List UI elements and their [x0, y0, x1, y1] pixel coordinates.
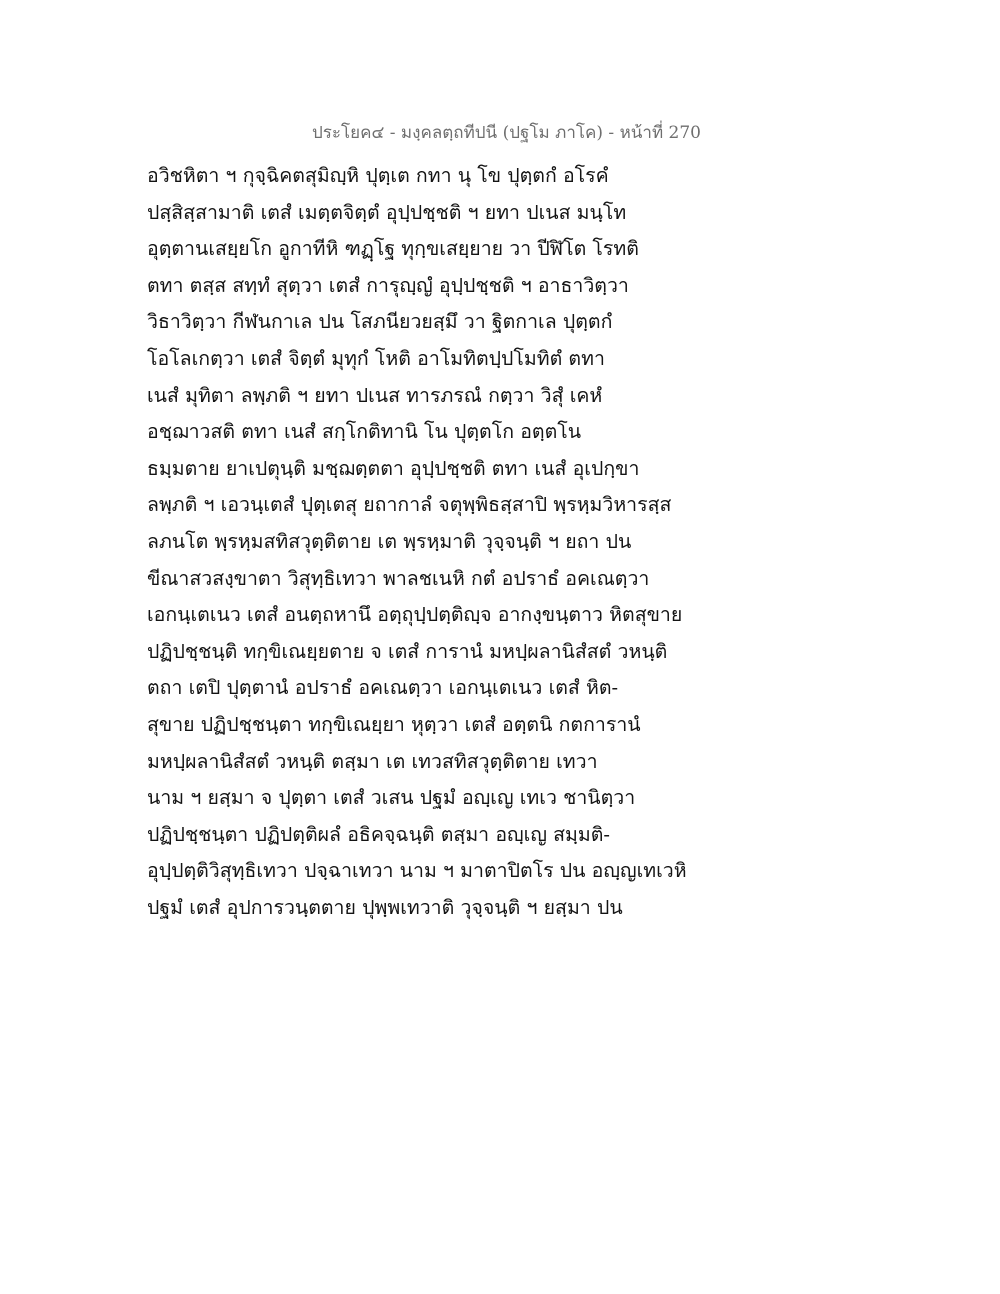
text-line: วิธาวิตฺวา กีฬนกาเล ปน โสภนียวยสฺมึ วา ฐิตกาเล ปุตฺตกํ [147, 310, 613, 334]
text-line: เอกนฺเตเนว เตสํ อนตฺถหานึ อตฺถุปฺปตฺติญฺจ อากงฺขนฺตาว หิตสุขาย [147, 603, 683, 627]
text-line: สุขาย ปฏิปชฺชนฺตา ทกฺขิเณยฺยา หุตฺวา เตสํ อตฺตนิ กตการานํ [147, 712, 641, 736]
text-line: ปฏิปชฺชนฺตา ปฏิปตฺติผลํ อธิคจฺฉนฺติ ตสฺมา อญฺเญ สมฺมติ- [147, 822, 611, 846]
text-line: โอโลเกตฺวา เตสํ จิตฺตํ มุทุกํ โหติ อาโมทิตปฺปโมทิตํ ตทา [147, 346, 605, 370]
text-line: ตถา เตปิ ปุตฺตานํ อปราธํ อคเณตฺวา เอกนฺเตเนว เตสํ หิต- [147, 676, 619, 700]
text-line: อุตฺตานเสยฺยโก อูกาทีหิ ฑฏฺโฐ ทุกฺขเสยฺยาย วา ปีฬิโต โรทติ [147, 237, 639, 261]
text-line: เนสํ มุทิตา ลพฺภติ ฯ ยทา ปเนส ทารภรณํ กตฺวา วิสุํ เคหํ [147, 383, 603, 407]
text-line: ปฐมํ เตสํ อุปการวนฺตตาย ปุพฺพเทวาติ วุจฺจนฺติ ฯ ยสฺมา ปน [147, 895, 623, 919]
text-line: ลพฺภติ ฯ เอวนฺเตสํ ปุตฺเตสุ ยถากาลํ จตุพฺพิธสฺสาปิ พฺรหฺมวิหารสฺส [147, 493, 672, 517]
text-line: อชฺฌาวสติ ตทา เนสํ สกฺโกติทานิ โน ปุตฺตโก อตฺตโน [147, 420, 582, 444]
text-line: อุปฺปตฺติวิสุทฺธิเทวา ปจฺฉาเทวา นาม ฯ มาตาปิตโร ปน อญฺญเทเวหิ [147, 859, 687, 883]
text-line: มหปฺผลานิสํสตํ วหนฺติ ตสฺมา เต เทวสทิสวุตฺติตาย เทวา [147, 749, 598, 773]
text-line: ปฏิปชฺชนฺติ ทกฺขิเณยฺยตาย จ เตสํ การานํ มหปฺผลานิสํสตํ วหนฺติ [147, 639, 668, 663]
text-line: ตทา ตสฺส สทฺทํ สุตฺวา เตสํ การุญฺญํ อุปฺปชฺชติ ฯ อาธาวิตฺวา [147, 273, 629, 297]
text-line: นาม ฯ ยสฺมา จ ปุตฺตา เตสํ วเสน ปฐมํ อญฺเญ เทเว ชานิตฺวา [147, 786, 636, 810]
text-line: ธมฺมตาย ยาเปตุนฺติ มชฺฌตฺตตา อุปฺปชฺชติ ตทา เนสํ อุเปกฺขา [147, 456, 640, 480]
text-line: อวิชหิตา ฯ กุจฺฉิคตสุมิญฺหิ ปุตฺเต กทา นุ โข ปุตฺตกํ อโรคํ [147, 164, 609, 187]
text-line: ขีณาสวสงฺขาตา วิสุทฺธิเทวา พาลชเนหิ กตํ อปราธํ อคเณตฺวา [147, 566, 650, 590]
text-line: ลภนโต พฺรหฺมสทิสวุตฺติตาย เต พฺรหฺมาติ วุจฺจนฺติ ฯ ยถา ปน [147, 529, 632, 553]
body-text [147, 158, 707, 926]
text-line: ปสฺสิสฺสามาติ เตสํ เมตฺตจิตฺตํ อุปฺปชฺชติ ฯ ยทา ปเนส มนฺโท [147, 200, 627, 224]
running-header: ประโยค๔ - มงฺคลตฺถทีปนี (ปฐโม ภาโค) - หน้าที่ 270 [312, 123, 701, 143]
